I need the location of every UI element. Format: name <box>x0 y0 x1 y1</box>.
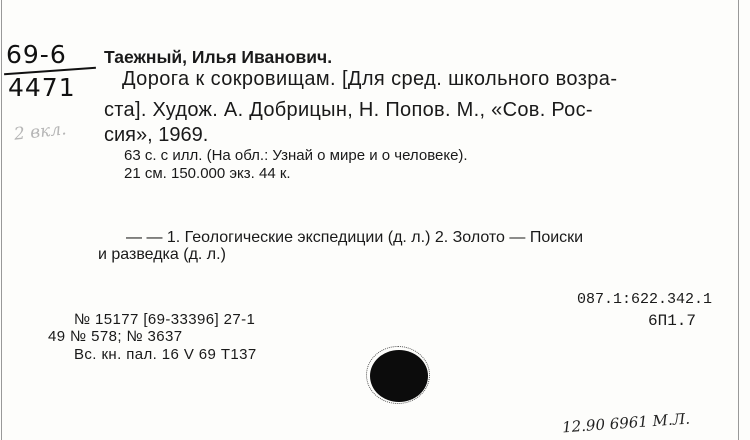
card-edge-left <box>1 0 2 440</box>
subject-tracing-line2: и разведка (д. л.) <box>98 246 226 263</box>
collation-line1: 63 с. с илл. (На обл.: Узнай о мире и о человеке). <box>124 147 468 164</box>
collation-line2: 21 см. 150.000 экз. 44 к. <box>124 165 291 182</box>
registration-line1: № 15177 [69-33396] 27-1 <box>74 311 256 328</box>
registration-line2: 49 № 578; № 3637 <box>48 328 183 345</box>
registration-line3: Вс. кн. пал. 16 V 69 Т137 <box>74 346 257 363</box>
title-line2: ста]. Худож. А. Добрицын, Н. Попов. М., «Сов. Рос- <box>104 99 593 121</box>
bbk-code: 6П1.7 <box>648 312 697 330</box>
title-line3: сия», 1969. <box>104 124 209 146</box>
shelf-mark-line2: 4471 <box>8 73 76 102</box>
card-edge-right <box>738 0 739 440</box>
udc-code: 087.1:622.342.1 <box>577 291 713 308</box>
pencil-note: 2 вкл. <box>13 119 68 145</box>
ink-stamp: 12.90 6961 М.Л. <box>561 409 691 437</box>
shelf-mark-line1: 69-6 <box>6 40 67 69</box>
title-line1: Дорога к сокровищам. [Для сред. школьного возра- <box>122 68 618 90</box>
author-heading: Таежный, Илья Иванович. <box>104 47 333 67</box>
punch-hole <box>370 350 428 402</box>
subject-tracing-line1: — — 1. Геологические экспедиции (д. л.) 2. Золото — Поиски <box>126 229 584 246</box>
